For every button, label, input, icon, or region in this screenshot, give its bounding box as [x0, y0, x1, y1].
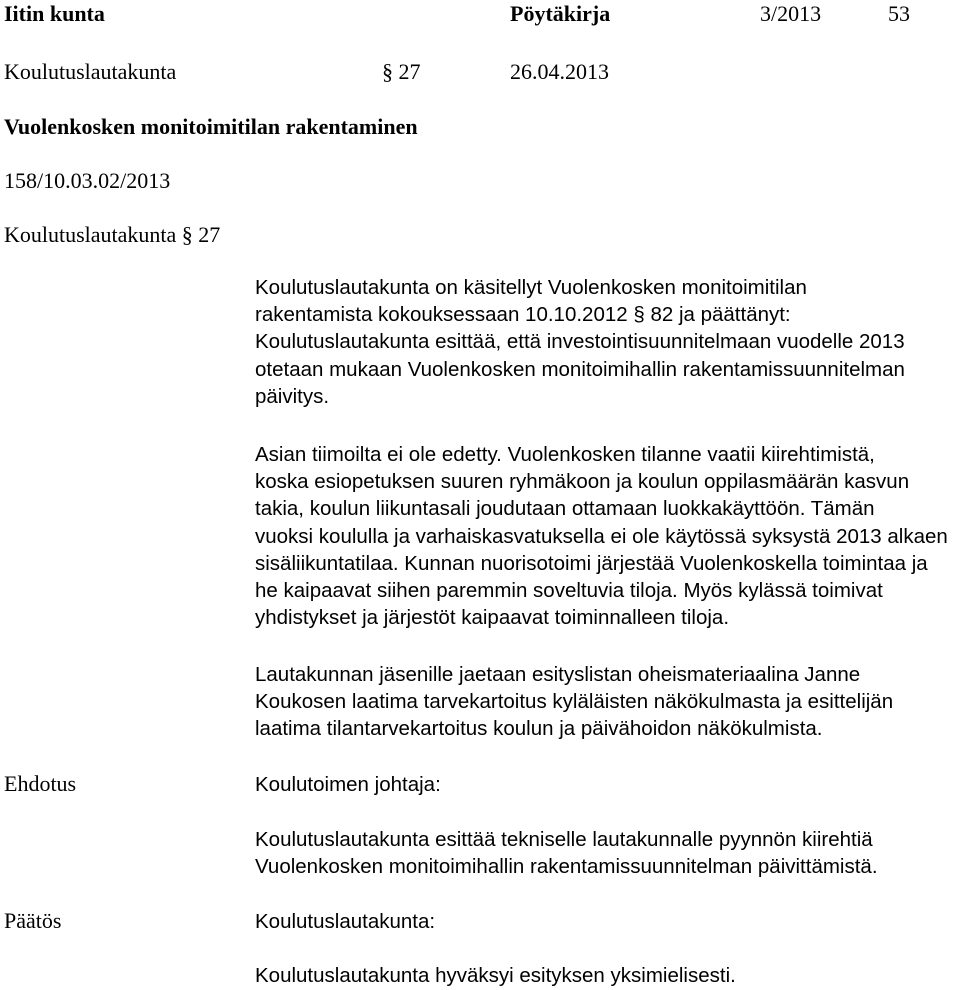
paragraph-attachments: Lautakunnan jäsenille jaetaan esityslistan oheismateriaalina Janne Koukosen laatima tarvekartoitus kyläläisten näkökulmasta ja esittelijän laatima tilantarvekartoitus koulun ja päivähoidon näkökulmista.	[255, 663, 894, 741]
record-id: 158/10.03.02/2013	[4, 168, 171, 193]
decision-body: Koulutuslautakunta:	[255, 910, 436, 933]
meeting-date: 26.04.2013	[510, 59, 609, 84]
proposal-label: Ehdotus	[4, 771, 77, 796]
proposal-text: Koulutuslautakunta esittää tekniselle lautakunnalle pyynnön kiirehtiä Vuolenkosken monitoimihallin rakentamissuunnitelman päivittämistä.	[255, 828, 878, 879]
paragraph-situation: Asian tiimoilta ei ole edetty. Vuolenkosken tilanne vaatii kiirehtimistä, koska esiopetuksen suuren ryhmäkoon ja koulun oppilasmäärän kasvun takia, koulun liikuntasali joudutaan ottamaan luokkakäyttöön. Tämän vuoksi koululla ja varhaiskasvatuksella ei ole käytössä syksystä 2013 alkaen sisäliikuntatilaa. Kunnan nuorisotoimi järjestää Vuolenkoskella toimintaa ja he kaipaavat siihen paremmin soveltuvia tiloja. Myös kylässä toimivat yhdistykset ja järjestöt kaipaavat toiminnalleen tiloja.	[255, 443, 948, 630]
paragraph-background: Koulutuslautakunta on käsitellyt Vuolenkosken monitoimitilan rakentamista kokouksessaan 10.10.2012 § 82 ja päättänyt: Koulutuslautakunta esittää, että investointisuunnitelmaan vuodelle 2013 otetaan mukaan Vuolenkosken monitoimihallin rakentamissuunnitelman päivitys.	[255, 276, 905, 408]
document-type: Pöytäkirja	[510, 1, 611, 26]
page-number: 53	[888, 1, 910, 26]
decision-text: Koulutuslautakunta hyväksyi esityksen yksimielisesti.	[255, 964, 736, 987]
proposal-presenter: Koulutoimen johtaja:	[255, 773, 441, 796]
page-title: Vuolenkosken monitoimitilan rakentaminen	[4, 114, 418, 139]
document-number: 3/2013	[760, 1, 822, 26]
board-name: Koulutuslautakunta	[4, 59, 177, 84]
decision-label: Päätös	[4, 908, 62, 933]
board-section: Koulutuslautakunta § 27	[4, 222, 221, 247]
section-number: § 27	[382, 59, 421, 84]
municipality-name: Iitin kunta	[4, 1, 105, 26]
